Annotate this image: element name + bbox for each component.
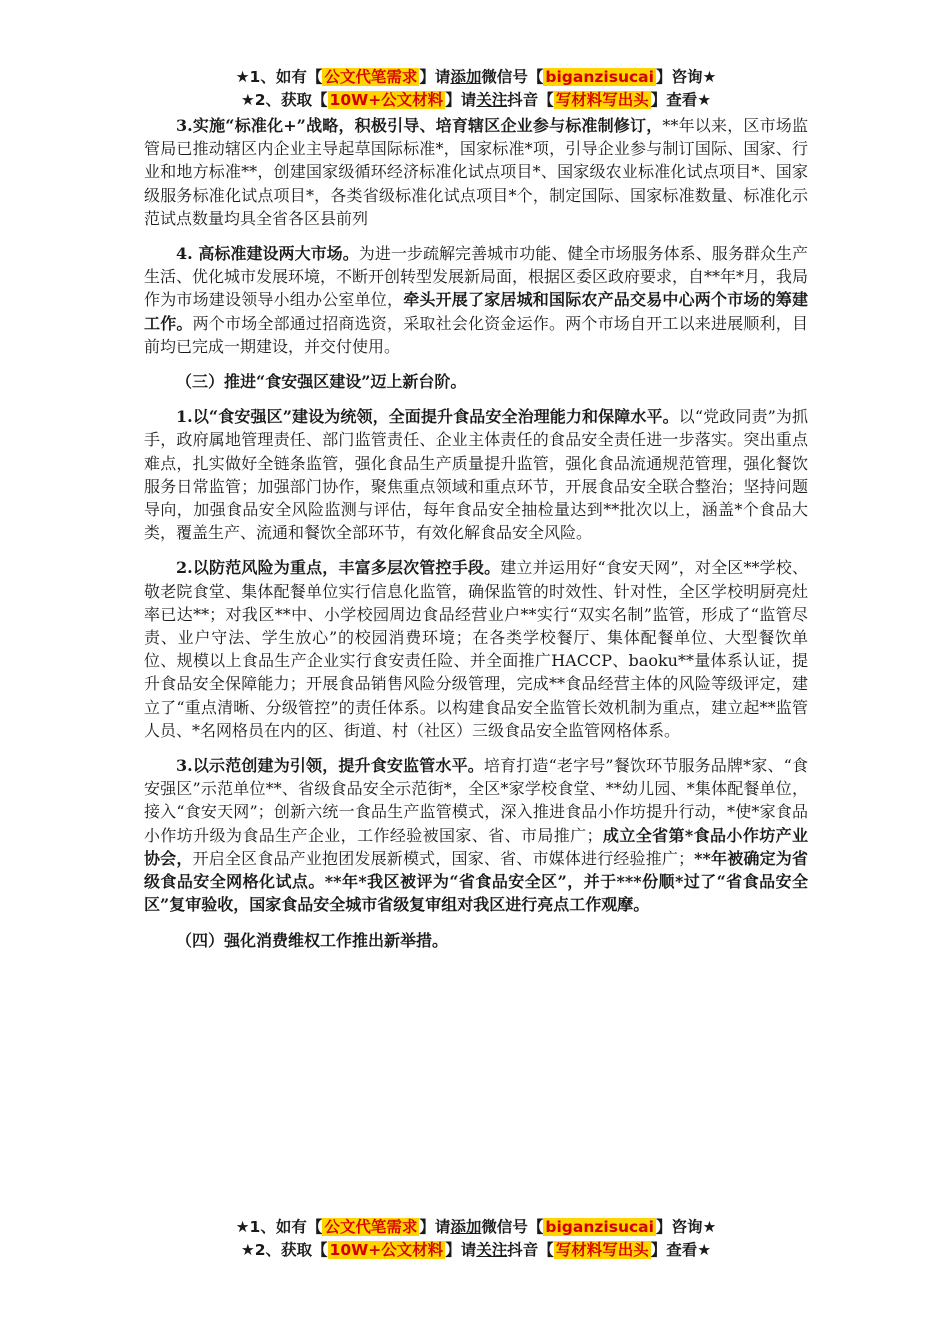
bottom-banner <box>144 1216 808 1262</box>
banner-line-2-bottom: ★2、获取【 10W+公文材料 】请关注抖音【 写材料写出头 】查看★ <box>240 1241 712 1259</box>
highlight-wechat-id-bottom: biganzisucai <box>545 1218 654 1236</box>
section-heading-3: （三）推进“食安强区建设”迈上新台阶。 <box>176 372 467 392</box>
section-heading-4: （四）强化消费维权工作推出新举措。 <box>176 930 449 950</box>
highlight-ghostwriting: 公文代笔需求 <box>324 68 418 86</box>
banner-line-2: ★2、获取【 10W+公文材料 】请关注抖音【 写材料写出头 】查看★ <box>240 91 712 109</box>
emphasis-follow: 关注 <box>476 91 508 109</box>
emphasis-add: 添加 <box>450 68 482 86</box>
highlight-douyin: 写材料写出头 <box>555 91 649 109</box>
banner-line-1: ★1、如有【 公文代笔需求 】请添加微信号【 biganzisucai 】咨询★ <box>235 68 717 86</box>
highlight-materials-bottom: 10W+公文材料 <box>329 1241 444 1259</box>
highlight-wechat-id: biganzisucai <box>545 68 654 86</box>
highlight-douyin-bottom: 写材料写出头 <box>555 1241 649 1259</box>
paragraph-demonstration: 3.以示范创建为引领，提升食安监管水平。培育打造“老字号”餐饮环节服务品牌*家、“食安强区”示范单位**、省级食品安全示范街*，全区*家学校食堂、**幼儿园、*集体配餐单位，接入“食安天网”；创新六统一食品生产监管模式，深入推进食品小作坊提升行动，*使*家食品小作坊升级为食品生产企业，工作经验被国家、省、市局推广；成立全省第*食品小作坊产业协会，开启全区食品产业抱团发展新模式，国家、省、市媒体进行经验推广；**年被确定为省级食品安全网格化试点。**年*我区被评为“省食品安全区”，并于***份顺*过了“省食品安全区”复审验收，国家食品安全城市省级复审组对我区进行亮点工作观摩。 <box>144 756 808 915</box>
paragraph-food-safety-lead: 1.以“食安强区”建设为统领，全面提升食品安全治理能力和保障水平。以“党政同责”为抓手，政府属地管理责任、部门监管责任、企业主体责任的食品安全责任进一步落实。突出重点难点，扎实做好全链条监管，强化食品生产质量提升监管，强化食品流通规范管理，强化餐饮服务日常监管；加强部门协作，聚焦重点领域和重点环节，开展食品安全联合整治；坚持问题导向，加强食品安全风险监测与评估，每年食品安全抽检量达到**批次以上，涵盖*个食品大类，覆盖生产、流通和餐饮全部环节，有效化解食品安全风险。 <box>144 407 808 543</box>
emphasis-add-bottom: 添加 <box>450 1218 482 1236</box>
highlight-ghostwriting-bottom: 公文代笔需求 <box>324 1218 418 1236</box>
top-banner <box>144 66 808 112</box>
paragraph-standardization: 3.实施“标准化+”战略，积极引导、培育辖区企业参与标准制修订，**年以来，区市场监管局已推动辖区内企业主导起草国际标准*，国家标准*项，引导企业参与制订国际、国家、行业和地方标准**，创建国家级循环经济标准化试点项目*、国家级农业标准化试点项目*、国家级服务标准化试点项目*，各类省级标准化试点项目*个，制定国际、国家标准数量、标准化示范试点数量均具全省各区县前列 <box>144 116 808 228</box>
paragraph-two-markets: 4. 高标准建设两大市场。为进一步疏解完善城市功能、健全市场服务体系、服务群众生产生活、优化城市发展环境，不断开创转型发展新局面，根据区委区政府要求，自**年*月，我局作为市场建设领导小组办公室单位，牵头开展了家居城和国际农产品交易中心两个市场的筹建工作。两个市场全部通过招商选资，采取社会化资金运作。两个市场自开工以来进展顺利，目前均已完成一期建设，并交付使用。 <box>144 244 809 356</box>
emphasis-follow-bottom: 关注 <box>476 1241 508 1259</box>
document-page <box>144 66 808 964</box>
highlight-materials: 10W+公文材料 <box>329 91 444 109</box>
banner-line-1-bottom: ★1、如有【 公文代笔需求 】请添加微信号【 biganzisucai 】咨询★ <box>235 1218 717 1236</box>
paragraph-risk-control: 2.以防范风险为重点，丰富多层次管控手段。建立并运用好“食安天网”，对全区**学校、敬老院食堂、集体配餐单位实行信息化监管，确保监管的时效性、针对性，全区学校明厨亮灶率已达**；对我区**中、小学校园周边食品经营业户**实行“双实名制”监管，形成了“监管尽责、业户守法、学生放心”的校园消费环境；在各类学校餐厅、集体配餐单位、大型餐饮单位、规模以上食品生产企业实行食安责任险、并全面推广HACCP、baoku**量体系认证，提升食品安全保障能力；开展食品销售风险分级管理，完成**食品经营主体的风险等级评定，建立了“重点清晰、分级管控”的责任体系。以构建食品安全监管长效机制为重点，建立起**监管人员、*名网格员在内的区、街道、村（社区）三级食品安全监管网格体系。 <box>144 558 808 740</box>
